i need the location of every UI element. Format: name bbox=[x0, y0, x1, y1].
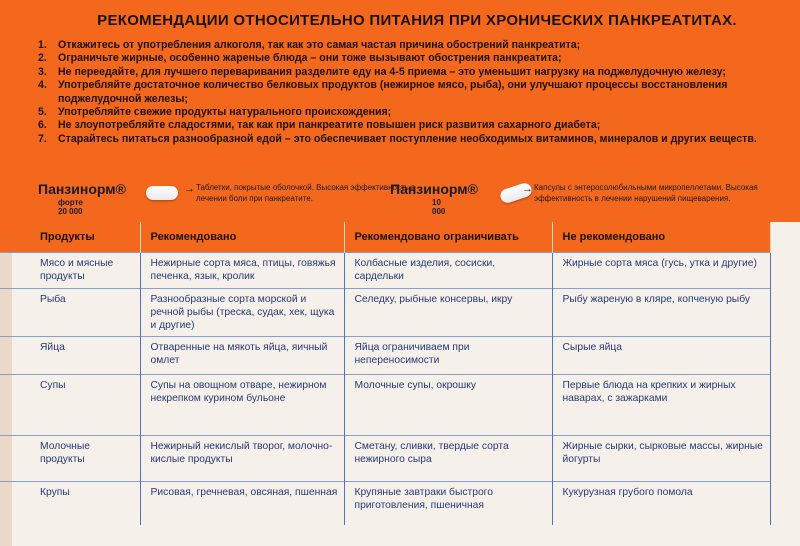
table-row bbox=[0, 336, 770, 374]
drug-description: Таблетки, покрытые оболочкой. Высокая эффективность в лечении боли при панкреатите. bbox=[196, 183, 416, 203]
arrow-right-icon: → bbox=[522, 183, 533, 195]
header-products: Продукты bbox=[0, 222, 140, 252]
table-row bbox=[0, 288, 770, 336]
nutrition-table bbox=[0, 222, 771, 525]
arrow-right-icon: → bbox=[184, 183, 195, 195]
cell-limit: Селедку, рыбные консервы, икру bbox=[344, 288, 552, 336]
item-text: Старайтесь питаться разнообразной едой – это обеспечивает поступление необходимых витаминов, минералов и других веществ. bbox=[58, 132, 757, 145]
cell-product: Яйца bbox=[0, 336, 140, 374]
list-item bbox=[38, 119, 786, 132]
header-limit: Рекомендовано ограничивать bbox=[344, 222, 552, 252]
drug-description: Капсулы с энтеросолюбильными микропеллетами. Высокая эффективность в лечении нарушений пищеварения. bbox=[534, 183, 758, 203]
drug-info-row bbox=[38, 181, 788, 217]
drug-brand: Панзинорм® bbox=[38, 181, 126, 197]
cell-not-recommended: Кукурузная грубого помола bbox=[552, 481, 770, 525]
table-row bbox=[0, 481, 770, 525]
item-number: 6. bbox=[38, 119, 47, 132]
header-not-recommended: Не рекомендовано bbox=[552, 222, 770, 252]
item-number: 2. bbox=[38, 52, 47, 65]
item-number: 1. bbox=[38, 39, 47, 51]
cell-limit: Крупяные завтраки быстрого приготовления, пшеничная bbox=[344, 481, 552, 525]
cell-limit: Сметану, сливки, твердые сорта нежирного сыра bbox=[344, 435, 552, 481]
item-text: Употребляйте свежие продукты натурального происхождения; bbox=[58, 106, 392, 119]
cell-product: Рыба bbox=[0, 288, 140, 336]
drug-brand: Панзинорм® bbox=[390, 181, 478, 197]
item-text: Употребляйте достаточное количество белковых продуктов (нежирное мясо, рыба), они улучшают процессы восстановления поджелудочной железы; bbox=[58, 79, 728, 105]
item-text: Не злоупотребляйте сладостями, так как при панкреатите повышен риск развития сахарного диабета; bbox=[58, 119, 601, 132]
cell-limit: Яйца ограничиваем при непереносимости bbox=[344, 336, 552, 374]
cell-product: Молочные продукты bbox=[0, 435, 140, 481]
cell-recommended: Отваренные на мякоть яйца, яичный омлет bbox=[140, 336, 344, 374]
list-item bbox=[38, 52, 786, 65]
table-row bbox=[0, 252, 770, 288]
item-text: Откажитесь от употребления алкоголя, так как это самая частая причина обострений панкреатита; bbox=[58, 39, 581, 51]
list-item bbox=[38, 133, 786, 146]
cell-product: Супы bbox=[0, 374, 140, 435]
drug-dose: 10 000 bbox=[432, 198, 446, 216]
cell-not-recommended: Жирные сырки, сырковые массы, жирные йогурты bbox=[552, 435, 770, 481]
cell-not-recommended: Сырые яйца bbox=[552, 336, 770, 374]
tablet-icon bbox=[146, 186, 178, 200]
page-title: РЕКОМЕНДАЦИИ ОТНОСИТЕЛЬНО ПИТАНИЯ ПРИ ХРОНИЧЕСКИХ ПАНКРЕАТИТАХ. bbox=[97, 12, 737, 29]
item-number: 3. bbox=[38, 65, 47, 78]
cell-limit: Молочные супы, окрошку bbox=[344, 374, 552, 435]
list-item bbox=[38, 66, 786, 79]
cell-limit: Колбасные изделия, сосиски, сардельки bbox=[344, 252, 552, 288]
list-item bbox=[38, 79, 786, 106]
table-header-row bbox=[0, 222, 770, 252]
table-row bbox=[0, 374, 770, 435]
item-number: 4. bbox=[38, 79, 47, 92]
cell-recommended: Нежирный некислый творог, молочно-кислые продукты bbox=[140, 435, 344, 481]
list-item bbox=[38, 39, 786, 52]
cell-recommended: Рисовая, гречневая, овсяная, пшенная bbox=[140, 481, 344, 525]
item-number: 5. bbox=[38, 106, 47, 119]
cell-product: Крупы bbox=[0, 481, 140, 525]
drug-dose: форте 20 000 bbox=[58, 198, 83, 216]
nutrition-table-container bbox=[0, 222, 800, 546]
cell-not-recommended: Первые блюда на крепких и жирных наварах, с зажарками bbox=[552, 374, 770, 435]
recommendations-list bbox=[38, 39, 786, 146]
header-recommended: Рекомендовано bbox=[140, 222, 344, 252]
cell-recommended: Нежирные сорта мяса, птицы, говяжья печенка, язык, кролик bbox=[140, 252, 344, 288]
cell-recommended: Разнообразные сорта морской и речной рыбы (треска, судак, хек, щука и другие) bbox=[140, 288, 344, 336]
cell-recommended: Супы на овощном отваре, нежирном некрепком курином бульоне bbox=[140, 374, 344, 435]
list-item bbox=[38, 106, 786, 119]
item-text: Не переедайте, для лучшего переваривания разделите еду на 4-5 приема – это уменьшит нагрузку на поджелудочную железу; bbox=[58, 65, 726, 78]
cell-not-recommended: Жирные сорта мяса (гусь, утка и другие) bbox=[552, 252, 770, 288]
table-row bbox=[0, 435, 770, 481]
item-text: Ограничьте жирные, особенно жареные блюда – они тоже вызывают обострения панкреатита; bbox=[58, 52, 562, 65]
item-number: 7. bbox=[38, 132, 47, 145]
cell-product: Мясо и мясные продукты bbox=[0, 252, 140, 288]
cell-not-recommended: Рыбу жареную в кляре, копченую рыбу bbox=[552, 288, 770, 336]
